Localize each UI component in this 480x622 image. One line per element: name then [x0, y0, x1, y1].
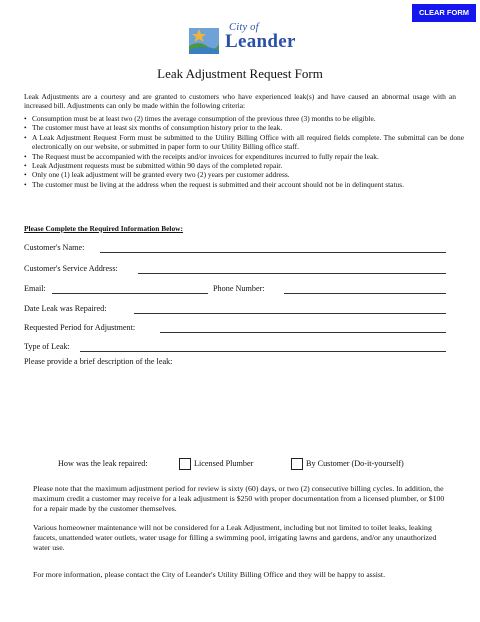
by-customer-label: By Customer (Do-it-yourself) [306, 459, 404, 468]
service-address-row [24, 262, 446, 274]
date-repaired-field[interactable] [134, 313, 446, 314]
intro-paragraph: Leak Adjustments are a courtesy and are granted to customers who have experienced leak(s) and have caused an abnormal usage with an increased bill. Adjustments can only be made within the following criteria: [24, 92, 456, 111]
logo-text-city: City of [229, 22, 259, 33]
list-item: • A Leak Adjustment Request Form must be submitted to the Utility Billing Office with all required fields complete. The submittal can be done electronically on our website, or submitted in paper form to our Utility Billing office staff. [24, 132, 464, 152]
licensed-plumber-checkbox[interactable] [179, 458, 191, 470]
date-repaired-label: Date Leak was Repaired: [24, 304, 107, 313]
note-paragraph-maintenance: Various homeowner maintenance will not be considered for a Leak Adjustment, including but not limited to toilet leaks, leaking faucets, unattended water outlets, water usage for filling a swimming pool, irrigating lawns and gardens, and/or any unauthorized water use. [33, 523, 437, 552]
service-address-label: Customer's Service Address: [24, 264, 118, 273]
city-logo [187, 22, 307, 58]
logo-emblem-icon [187, 22, 223, 58]
date-repaired-row [24, 302, 446, 314]
email-label: Email: [24, 284, 46, 293]
phone-label: Phone Number: [213, 284, 265, 293]
note-paragraph-contact: For more information, please contact the City of Leander's Utility Billing Office and they will be happy to assist. [33, 570, 386, 579]
email-phone-row [24, 282, 446, 294]
requested-period-label: Requested Period for Adjustment: [24, 323, 136, 332]
email-field[interactable] [52, 293, 208, 294]
criteria-list [24, 114, 464, 189]
customer-name-field[interactable] [100, 252, 446, 253]
description-label: Please provide a brief description of the leak: [24, 357, 173, 366]
list-item: • The customer must have at least six months of consumption history prior to the leak. [24, 123, 283, 133]
type-of-leak-label: Type of Leak: [24, 342, 70, 351]
section-label: Please Complete the Required Information Below: [24, 224, 183, 233]
type-of-leak-row [24, 340, 446, 352]
customer-name-label: Customer's Name: [24, 243, 85, 252]
list-item: • The Request must be accompanied with the receipts and/or invoices for expenditures incurred to fully repair the leak. [24, 151, 379, 161]
service-address-field[interactable] [138, 273, 446, 274]
page-title: Leak Adjustment Request Form [157, 66, 323, 81]
note-paragraph-adjustment-period: Please note that the maximum adjustment period for review is sixty (60) days, or two (2) consecutive billing cycles. In addition, the maximum credit a customer may receive for a leak adjustment is $250 with proper documentation from a licensed plumber, or $100 for a repair made by the customer themselves. [33, 484, 445, 513]
phone-field[interactable] [284, 293, 446, 294]
requested-period-field[interactable] [160, 332, 446, 333]
list-item: • Leak Adjustment requests must be submitted within 90 days of the completed repair. [24, 161, 283, 171]
list-item: • The customer must be living at the address when the request is submitted and their account should not be in delinquent status. [24, 179, 404, 189]
list-item: • Consumption must be at least two (2) times the average consumption of the previous three (3) months to be eligible. [24, 114, 376, 123]
type-of-leak-field[interactable] [80, 351, 446, 352]
requested-period-row [24, 321, 446, 333]
by-customer-checkbox[interactable] [291, 458, 303, 470]
repair-question: How was the leak repaired: [58, 459, 148, 468]
clear-form-button[interactable]: CLEAR FORM [412, 4, 476, 22]
logo-text-leander: Leander [225, 31, 296, 52]
customer-name-row [24, 241, 446, 253]
licensed-plumber-label: Licensed Plumber [194, 459, 254, 468]
list-item: • Only one (1) leak adjustment will be granted every two (2) years per customer address. [24, 170, 290, 180]
